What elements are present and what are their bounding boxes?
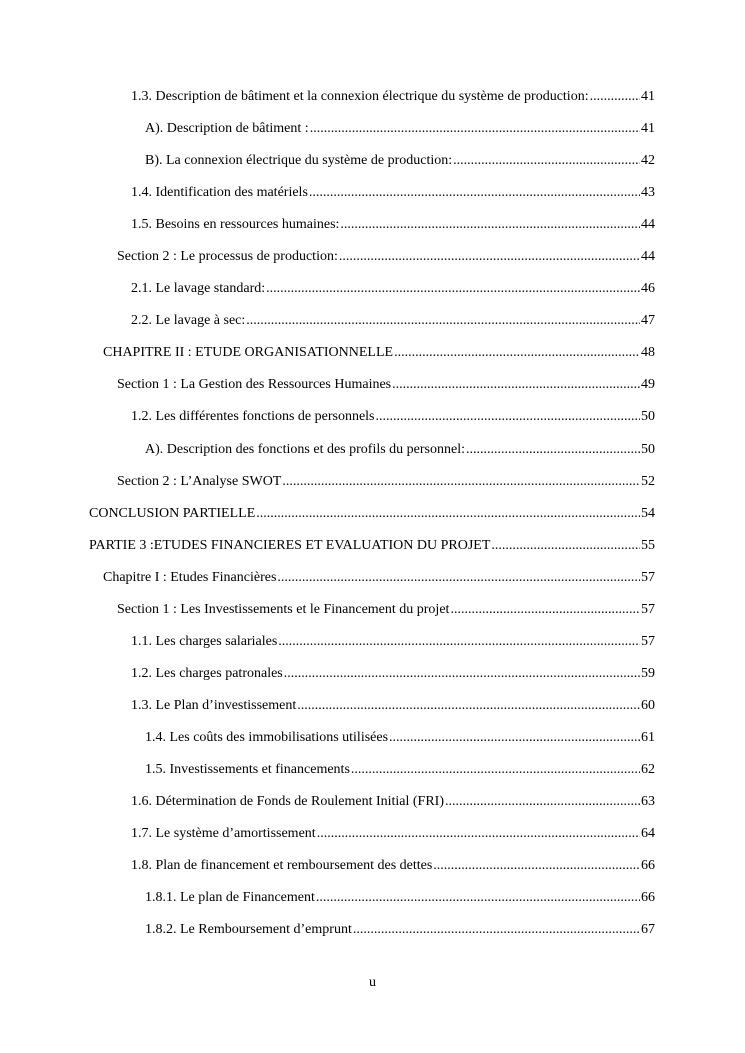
toc-entry-title: 1.7. Le système d’amortissement: [131, 826, 316, 842]
page-footer-number: u: [369, 975, 376, 990]
toc-entry-title: CONCLUSION PARTIELLE: [89, 505, 256, 521]
toc-entry-title: 1.3. Le Plan d’investissement: [131, 697, 297, 713]
toc-entry-title: 1.1. Les charges salariales: [131, 633, 278, 649]
toc-entry[interactable]: [0, 278, 745, 310]
toc-entry-title: 1.2. Les différentes fonctions de personnels: [131, 409, 375, 425]
dot-leader: [351, 759, 640, 781]
toc-entry-title: 1.5. Investissements et financements: [145, 761, 350, 777]
toc-entry-title: B). La connexion électrique du système de production:: [145, 153, 453, 169]
toc-entry[interactable]: [0, 599, 745, 631]
dot-leader: [445, 791, 640, 813]
toc-entry-page: 57: [641, 569, 655, 585]
dot-leader: [277, 567, 640, 589]
toc-entry-title: Section 1 : Les Investissements et le Financement du projet: [117, 601, 450, 617]
toc-entry[interactable]: [0, 727, 745, 759]
dot-leader: [466, 439, 640, 461]
toc-entry[interactable]: [0, 374, 745, 406]
toc-entry-page: 57: [641, 633, 655, 649]
toc-entry-page: 46: [641, 281, 655, 297]
toc-entry-title: 1.8.2. Le Remboursement d’emprunt: [145, 922, 352, 938]
toc-entry-page: 50: [641, 441, 655, 457]
toc-entry-title: 1.2. Les charges patronales: [131, 665, 283, 681]
toc-entry-title: 2.2. Le lavage à sec:: [131, 313, 246, 329]
toc-entry-title: 1.6. Détermination de Fonds de Roulement Initial (FRI): [131, 794, 445, 810]
toc-entry-title: 1.4. Les coûts des immobilisations utilisées: [145, 729, 389, 745]
toc-entry-page: 42: [641, 153, 655, 169]
toc-entry-page: 59: [641, 665, 655, 681]
toc-entry[interactable]: [0, 214, 745, 246]
dot-leader: [450, 599, 640, 621]
dot-leader: [376, 406, 640, 428]
toc-entry-title: CHAPITRE II : ETUDE ORGANISATIONNELLE: [103, 345, 394, 361]
toc-entry-page: 47: [641, 313, 655, 329]
toc-entry[interactable]: [0, 86, 745, 118]
toc-entry[interactable]: [0, 246, 745, 278]
toc-entry-page: 67: [641, 922, 655, 938]
toc-entry[interactable]: [0, 855, 745, 887]
toc-entry[interactable]: [0, 919, 745, 951]
toc-entry[interactable]: [0, 887, 745, 919]
toc-entry[interactable]: [0, 631, 745, 663]
dot-leader: [590, 86, 640, 108]
toc-entry-title: A). Description de bâtiment :: [145, 121, 309, 137]
dot-leader: [392, 374, 640, 396]
toc-entry-page: 63: [641, 794, 655, 810]
toc-entry-title: Section 2 : L’Analyse SWOT: [117, 473, 282, 489]
toc-entry-title: Chapitre I : Etudes Financières: [103, 569, 277, 585]
toc-entry-page: 66: [641, 858, 655, 874]
toc-entry[interactable]: [0, 342, 745, 374]
toc-entry-page: 64: [641, 826, 655, 842]
toc-entry-page: 66: [641, 890, 655, 906]
dot-leader: [282, 471, 640, 493]
toc-entry-title: Section 1 : La Gestion des Ressources Humaines: [117, 377, 392, 393]
toc-entry[interactable]: [0, 182, 745, 214]
toc-entry[interactable]: [0, 310, 745, 342]
toc-entry-page: 41: [641, 121, 655, 137]
toc-entry[interactable]: [0, 791, 745, 823]
toc-entry[interactable]: [0, 535, 745, 567]
toc-entry-title: A). Description des fonctions et des profils du personnel:: [145, 441, 465, 457]
toc-entry-page: 61: [641, 729, 655, 745]
toc-entry-title: 1.5. Besoins en ressources humaines:: [131, 217, 340, 233]
toc-entry-title: 1.4. Identification des matériels: [131, 185, 308, 201]
toc-entry[interactable]: [0, 823, 745, 855]
dot-leader: [278, 631, 640, 653]
toc-entry-title: 1.3. Description de bâtiment et la connexion électrique du système de production:: [131, 89, 589, 104]
dot-leader: [433, 855, 640, 877]
toc-entry[interactable]: [0, 150, 745, 182]
toc-entry[interactable]: [0, 695, 745, 727]
toc-entry-page: 62: [641, 761, 655, 777]
dot-leader: [266, 278, 640, 300]
toc-entry-page: 50: [641, 409, 655, 425]
toc-entry-title: PARTIE 3 :ETUDES FINANCIERES ET EVALUATION DU PROJET: [89, 537, 491, 553]
toc-entry-page: 52: [641, 473, 655, 489]
dot-leader: [309, 182, 640, 204]
dot-leader: [353, 919, 640, 941]
dot-leader: [453, 150, 640, 172]
toc-entry[interactable]: [0, 503, 745, 535]
dot-leader: [317, 823, 640, 845]
toc-entry-page: 49: [641, 377, 655, 393]
dot-leader: [316, 887, 640, 909]
toc-entry[interactable]: [0, 471, 745, 503]
toc-entry-title: 1.8.1. Le plan de Financement: [145, 890, 315, 906]
toc-entry-page: 44: [641, 249, 655, 265]
toc-entry-title: 2.1. Le lavage standard:: [131, 281, 266, 297]
toc-entry-page: 54: [641, 505, 655, 521]
toc-entry[interactable]: [0, 759, 745, 791]
dot-leader: [340, 214, 640, 236]
dot-leader: [256, 503, 640, 525]
toc-entry[interactable]: [0, 406, 745, 438]
dot-leader: [394, 342, 640, 364]
toc-entry-title: 1.8. Plan de financement et remboursement des dettes: [131, 858, 433, 874]
dot-leader: [246, 310, 640, 332]
dot-leader: [389, 727, 640, 749]
toc-entry-page: 55: [641, 537, 655, 553]
dot-leader: [339, 246, 640, 268]
table-of-contents: [0, 86, 745, 951]
dot-leader: [491, 535, 640, 557]
toc-entry-title: Section 2 : Le processus de production:: [117, 249, 338, 265]
toc-entry-page: 60: [641, 697, 655, 713]
toc-entry[interactable]: [0, 439, 745, 471]
dot-leader: [310, 118, 640, 140]
toc-entry-page: 43: [641, 185, 655, 201]
toc-entry-page: 44: [641, 217, 655, 233]
toc-entry-page: 41: [641, 89, 655, 104]
dot-leader: [297, 695, 640, 717]
toc-entry[interactable]: [0, 118, 745, 150]
toc-entry[interactable]: [0, 663, 745, 695]
dot-leader: [284, 663, 640, 685]
toc-entry-page: 57: [641, 601, 655, 617]
toc-entry-page: 48: [641, 345, 655, 361]
toc-entry[interactable]: [0, 567, 745, 599]
